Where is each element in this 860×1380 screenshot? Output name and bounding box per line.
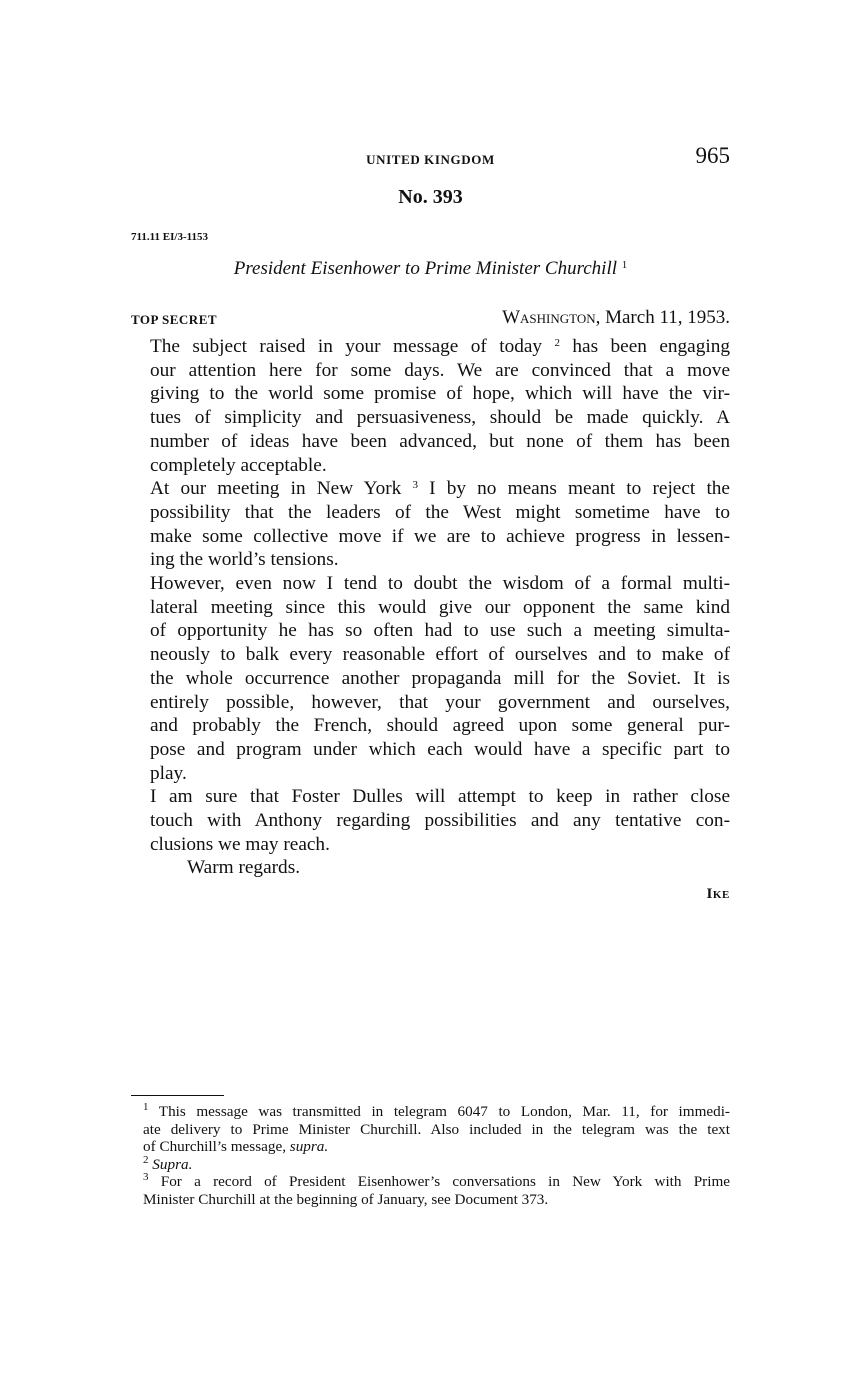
footnote-line: Minister Churchill at the beginning of January, see Document 373. xyxy=(143,1190,549,1208)
paragraph-line: possibility that the leaders of the West might sometime have to xyxy=(150,501,730,523)
closing-salutation: Warm regards. xyxy=(187,857,301,879)
meta-line xyxy=(131,307,730,331)
footnote-1 xyxy=(131,1103,730,1156)
footnote-ref-1: 1 xyxy=(621,259,628,271)
signature: Ike xyxy=(706,886,730,902)
document-page xyxy=(131,0,730,1380)
paragraph-line: giving to the world some promise of hope, which will have the vir- xyxy=(150,383,730,405)
paragraph-line: number of ideas have been advanced, but none of them has been xyxy=(150,430,730,452)
paragraph-line: touch with Anthony regarding possibilities and any tentative con- xyxy=(150,810,730,832)
dateline-date: March 11, 1953. xyxy=(605,307,730,328)
paragraph-line: However, even now I tend to doubt the wisdom of a formal multi- xyxy=(150,573,730,595)
dateline-place: Washington, xyxy=(502,307,601,328)
document-title-text: President Eisenhower to Prime Minister Churchill xyxy=(233,258,618,279)
paragraph-line: play. xyxy=(150,762,187,784)
footnote-2 xyxy=(131,1153,730,1174)
footnote-text: Supra. xyxy=(148,1155,193,1173)
paragraph-line: the whole occurrence another propaganda mill for the Soviet. It is xyxy=(150,667,730,689)
paragraph-line: entirely possible, however, that your government and ourselves, xyxy=(150,691,730,713)
footnotes xyxy=(131,1103,730,1208)
paragraph-line: and probably the French, should agreed upon some general pur- xyxy=(150,715,730,737)
paragraph-text: has been engaging xyxy=(559,336,730,357)
paragraph-line: completely acceptable. xyxy=(150,454,327,476)
paragraph-line: neously to balk every reasonable effort of ourselves and to make of xyxy=(150,644,730,666)
paragraph-line: tues of simplicity and persuasiveness, should be made quickly. A xyxy=(150,407,730,429)
footnote-text: of Churchill’s message, xyxy=(143,1138,290,1155)
paragraph-text: At our meeting in New York xyxy=(150,478,402,500)
paragraph-3 xyxy=(131,572,730,785)
paragraph-line: lateral meeting since this would give our opponent the same kind xyxy=(150,596,730,618)
document-title xyxy=(131,258,730,280)
paragraph-4 xyxy=(131,785,730,856)
paragraph-line: make some collective move if we are to achieve progress in lessen- xyxy=(150,525,730,547)
paragraph-line: pose and program under which each would have a specific part to xyxy=(150,738,730,760)
page-number: 965 xyxy=(695,143,730,168)
paragraph-2 xyxy=(131,477,730,572)
file-reference: 711.11 EI/3-1153 xyxy=(131,231,209,243)
running-head xyxy=(131,143,730,178)
footnote-ref-2: 2 xyxy=(554,337,560,349)
footnote-marker: 2 xyxy=(143,1153,149,1166)
paragraph-text: I by no means meant to reject the xyxy=(417,478,730,500)
paragraph-line: ing the world’s tensions. xyxy=(150,549,339,571)
footnote-ref-3: 3 xyxy=(412,479,418,492)
footnote-divider xyxy=(131,1095,224,1096)
classification-label: TOP SECRET xyxy=(131,312,218,327)
paragraph-line: of opportunity he has so often had to use such a meeting simulta- xyxy=(150,620,730,642)
footnote-text: For a record of President Eisenhower’s conversations in New York with Prime xyxy=(148,1173,730,1190)
footnote-marker: 1 xyxy=(143,1101,149,1113)
footnote-3 xyxy=(131,1173,730,1208)
paragraph-line: I am sure that Foster Dulles will attempt to keep in rather close xyxy=(150,786,730,808)
document-number: No. 393 xyxy=(398,186,463,208)
letter-body xyxy=(131,335,730,880)
dateline xyxy=(502,307,730,329)
paragraph-line: our attention here for some days. We are convinced that a move xyxy=(150,359,730,381)
footnote-line: ate delivery to Prime Minister Churchill. Also included in the telegram was the text xyxy=(143,1120,730,1138)
footnote-marker: 3 xyxy=(143,1171,149,1183)
footnote-italic: supra. xyxy=(289,1138,329,1155)
paragraph-line: clusions we may reach. xyxy=(150,833,330,855)
footnote-text: This message was transmitted in telegram 6047 to London, Mar. 11, for immedi- xyxy=(148,1103,730,1120)
paragraph-text: The subject raised in your message of today xyxy=(150,336,543,357)
running-title: UNITED KINGDOM xyxy=(366,152,495,167)
paragraph-1 xyxy=(131,335,730,477)
